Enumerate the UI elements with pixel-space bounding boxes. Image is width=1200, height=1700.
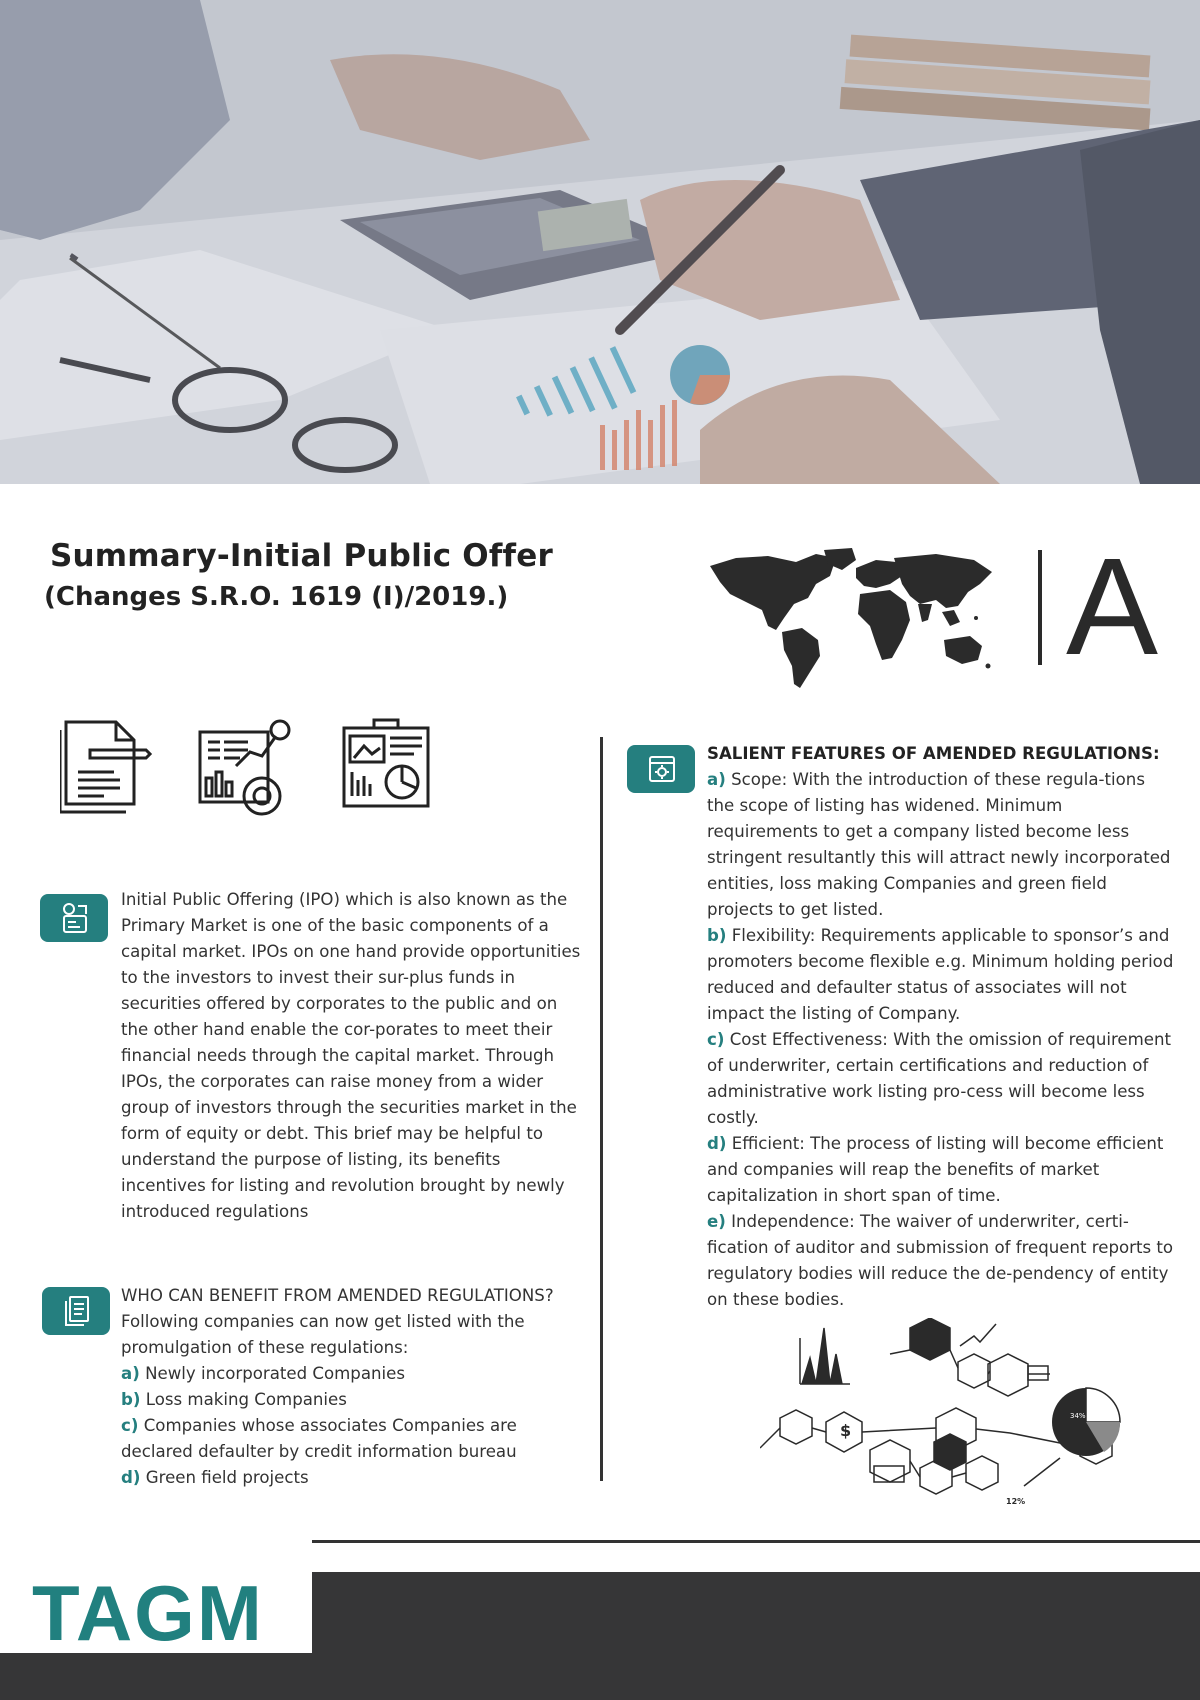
list-item	[121, 1387, 591, 1413]
list-item	[707, 1131, 1177, 1209]
company-logo: TAGM	[32, 1569, 264, 1657]
pie-label-small: 12%	[1006, 1497, 1026, 1506]
list-item	[121, 1465, 591, 1491]
list-text: Scope: With the introduction of these regula-tions the scope of listing has widened. Minimum requirements to get a company listed become less stringent resultantly this will attract newly incorporated entities, loss making Companies and green field projects to get listed.	[707, 770, 1171, 919]
document-icons-row	[60, 718, 440, 818]
list-text: Efficient: The process of listing will become efficient and companies will reap the benefits of market capitalization in short span of time.	[707, 1134, 1164, 1205]
list-item	[707, 767, 1177, 923]
benefit-badge	[42, 1287, 110, 1335]
business-infographic-icon	[760, 1318, 1150, 1538]
world-map-icon	[706, 548, 996, 690]
document-pen-icon	[60, 722, 150, 812]
analytics-report-icon	[200, 721, 289, 814]
settings-document-icon	[647, 753, 677, 785]
documents-icon	[62, 1295, 92, 1327]
list-text: Independence: The waiver of underwriter, certi-fication of auditor and submission of frequent reports to regulatory bodies will reduce the de-pendency of entity on these bodies.	[707, 1212, 1174, 1309]
id-card-icon	[60, 902, 90, 934]
list-key: d)	[121, 1468, 141, 1487]
list-key: a)	[121, 1364, 140, 1383]
page-subtitle: (Changes S.R.O. 1619 (I)/2019.)	[44, 582, 509, 612]
list-text: Newly incorporated Companies	[145, 1364, 405, 1383]
intro-paragraph	[121, 887, 583, 1225]
benefit-section	[121, 1283, 591, 1491]
list-text: Loss making Companies	[145, 1390, 347, 1409]
footer-rule	[312, 1540, 1200, 1543]
list-key: a)	[707, 770, 726, 789]
benefit-lead: Following companies can now get listed with the promulgation of these regulations:	[121, 1312, 525, 1357]
page-title: Summary-Initial Public Offer	[50, 538, 553, 574]
list-key: b)	[707, 926, 727, 945]
benefit-heading: WHO CAN BENEFIT FROM AMENDED REGULATIONS?	[121, 1286, 554, 1305]
features-heading: SALIENT FEATURES OF AMENDED REGULATIONS:	[707, 744, 1160, 763]
column-divider	[600, 737, 603, 1481]
list-text: Cost Effectiveness: With the omission of requirement of underwriter, certain certifications and reduction of administrative work listing pro-cess will become less costly.	[707, 1030, 1172, 1127]
hero-photo	[0, 0, 1200, 484]
pie-label-main: 34%	[1070, 1412, 1086, 1420]
svg-text:$: $	[840, 1421, 852, 1440]
list-key: c)	[121, 1416, 139, 1435]
intro-text: Initial Public Offering (IPO) which is also known as the Primary Market is one of the basic components of a capital market. IPOs on one hand provide opportunities to the investors to invest their sur-plus funds in securities offered by corporates to the public and on the other hand enable the cor-porates to meet their financial needs through the capital market. Through IPOs, the corporates can raise money from a wider group of investors through the securities market in the form of equity or debt. This brief may be helpful to understand the purpose of listing, its benefits incentives for listing and revolution brought by newly introduced regulations	[121, 890, 581, 1221]
list-key: c)	[707, 1030, 725, 1049]
intro-badge	[40, 894, 108, 942]
list-text: Green field projects	[145, 1468, 309, 1487]
list-item	[121, 1361, 591, 1387]
features-badge	[627, 745, 695, 793]
list-item	[121, 1413, 591, 1465]
list-item	[707, 1209, 1177, 1313]
list-item	[707, 1027, 1177, 1131]
header-divider	[1038, 550, 1042, 665]
list-text: Flexibility: Requirements applicable to sponsor’s and promoters become flexible e.g. Minimum holding period reduced and defaulter status of associates will not impact the listing of Company.	[707, 926, 1174, 1023]
list-key: d)	[707, 1134, 727, 1153]
list-item	[707, 923, 1177, 1027]
features-section	[707, 741, 1177, 1313]
pie-chart-icon	[1052, 1388, 1120, 1456]
section-letter: A	[1066, 530, 1159, 684]
list-key: b)	[121, 1390, 141, 1409]
list-key: e)	[707, 1212, 726, 1231]
presentation-board-icon	[344, 720, 428, 806]
list-text: Companies whose associates Companies are declared defaulter by credit information bureau	[121, 1416, 517, 1461]
